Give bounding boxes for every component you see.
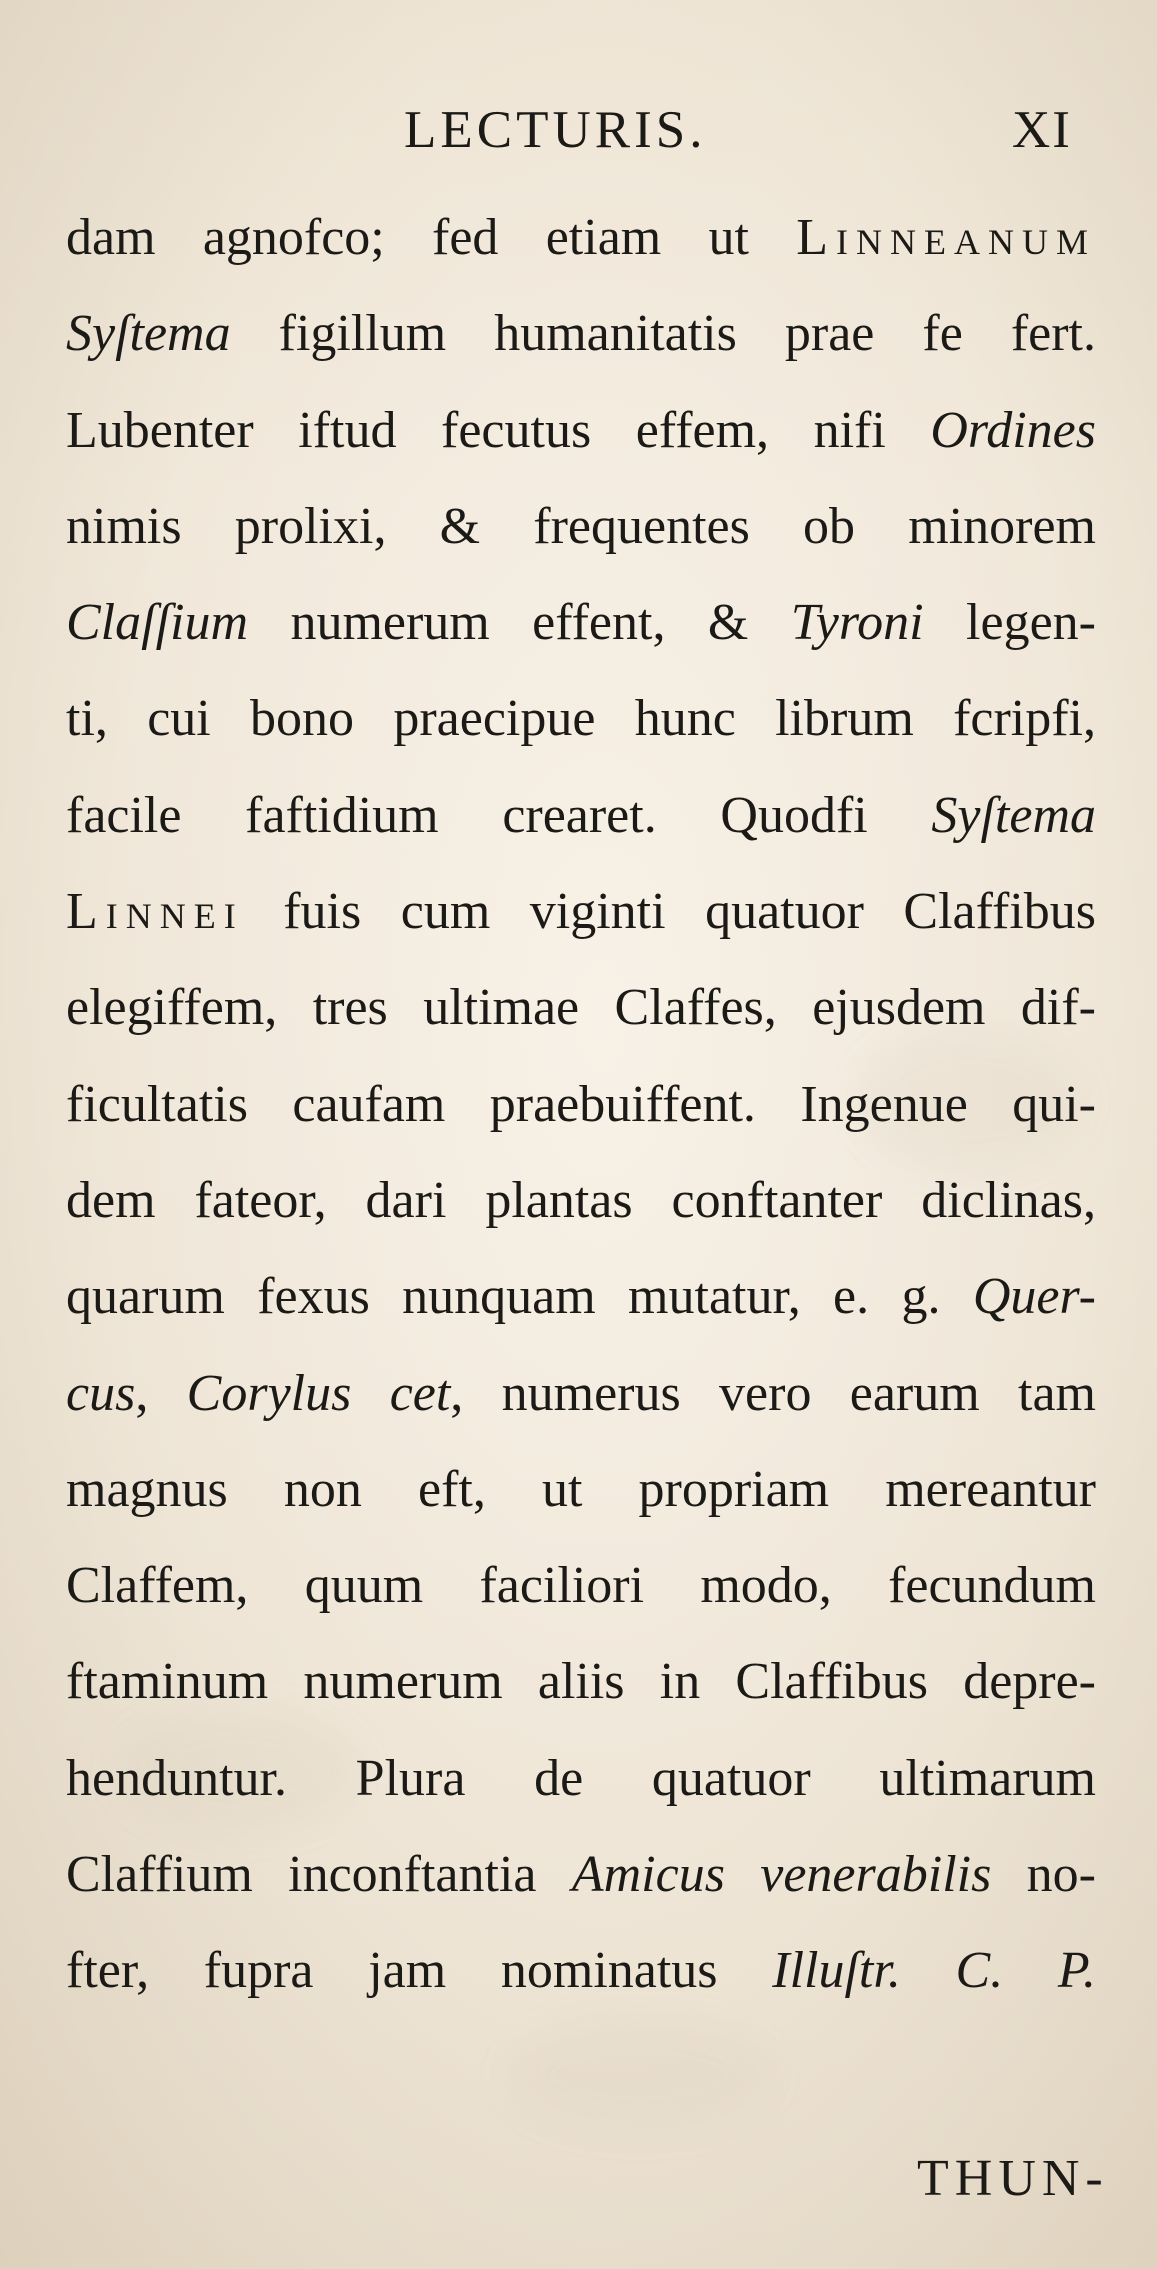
italic-run: Tyroni [790, 594, 924, 652]
italic-run: Claſſium [66, 594, 249, 652]
text-line [66, 1346, 1096, 1442]
italic-run: Quer- [972, 1268, 1096, 1326]
text-line [66, 768, 1096, 864]
small-caps-run: Linneanum [796, 209, 1096, 266]
text-block [66, 190, 1096, 2020]
italic-run: Illuſtr. C. P. [772, 1942, 1096, 2000]
text-line [66, 1249, 1096, 1345]
italic-run: Syſtema [66, 305, 231, 363]
text-run: dam agnofco; fed etiam ut [66, 209, 797, 266]
text-line [66, 1827, 1096, 1923]
text-line [66, 1923, 1096, 2019]
page-number: XI [1012, 101, 1072, 159]
text-run: no- [991, 1846, 1096, 1904]
text-line [66, 575, 1096, 671]
text-run: Claffium inconftantia [66, 1846, 572, 1904]
italic-run: Syſtema [931, 786, 1096, 844]
running-title: LECTURIS. [404, 101, 707, 159]
paper-stain [510, 2020, 770, 2130]
text-line [66, 1153, 1096, 1249]
text-run: dem fateor, dari plantas conftanter diclinas, [66, 1171, 1096, 1229]
text-run: fuis cum viginti quatuor Claffibus [243, 883, 1096, 941]
text-run: nimis prolixi, & frequentes ob minorem [66, 497, 1096, 555]
text-run: ftaminum numerum aliis in Claffibus depre- [66, 1653, 1096, 1711]
text-line [66, 383, 1096, 479]
text-run: henduntur. Plura de quatuor ultimarum [66, 1749, 1096, 1807]
text-run: ti, cui bono praecipue hunc librum fcripfi, [66, 690, 1096, 748]
text-run: magnus non eft, ut propriam mereantur [66, 1460, 1096, 1518]
page-header [0, 101, 1157, 174]
italic-run: cus [66, 1364, 136, 1422]
text-line [66, 1731, 1096, 1827]
text-line [66, 864, 1096, 960]
text-run: , [135, 1364, 187, 1422]
text-run: facile faftidium crearet. Quodfi [66, 786, 932, 844]
text-run: elegiffem, tres ultimae Claffes, ejusdem dif- [66, 979, 1096, 1037]
text-line [66, 960, 1096, 1056]
text-line [66, 1538, 1096, 1634]
text-line [66, 190, 1096, 286]
text-run: quarum fexus nunquam mutatur, e. g. [66, 1268, 973, 1326]
text-run: legen- [923, 594, 1096, 652]
text-run: fter, fupra jam nominatus [66, 1942, 773, 2000]
text-line [66, 1634, 1096, 1730]
text-run: , numerus vero earum tam [450, 1364, 1097, 1422]
small-caps-run: Linnei [66, 883, 244, 941]
text-run: figillum humanitatis prae fe fert. [230, 305, 1096, 363]
text-run: Lubenter iftud fecutus effem, nifi [66, 401, 931, 459]
text-line [66, 1442, 1096, 1538]
italic-run: Corylus cet [186, 1364, 451, 1422]
text-run: ficultatis caufam praebuiffent. Ingenue qui- [66, 1075, 1096, 1133]
text-line [66, 1057, 1096, 1153]
italic-run: Ordines [930, 401, 1096, 459]
text-line [66, 286, 1096, 382]
italic-run: Amicus venerabilis [571, 1846, 992, 1904]
text-run: numerum effent, & [248, 594, 791, 652]
text-line [66, 671, 1096, 767]
catchword: THUN- [917, 2150, 1109, 2207]
text-run: Claffem, quum faciliori modo, fecundum [66, 1557, 1096, 1615]
text-line [66, 479, 1096, 575]
